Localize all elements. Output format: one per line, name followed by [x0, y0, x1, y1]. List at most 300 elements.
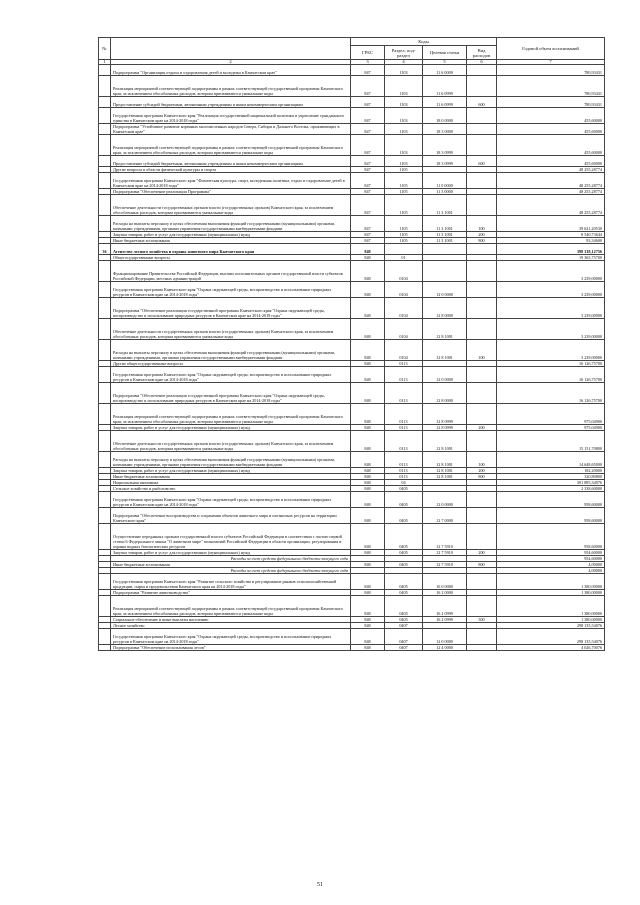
- row-sum: 3 239,00000: [497, 282, 605, 298]
- row-name: Подпрограмма "Обеспечение реализации Программы": [111, 189, 351, 195]
- row-vr: [467, 135, 497, 156]
- row-number: [99, 135, 111, 156]
- row-csr: 12 0 0000: [423, 282, 467, 298]
- row-number: [99, 173, 111, 189]
- row-sum: 975,04900: [497, 404, 605, 425]
- row-grbs: 847: [351, 216, 385, 232]
- row-sum: 19 365,75700: [497, 255, 605, 261]
- row-grbs: 847: [351, 108, 385, 124]
- row-sum: 4,00000: [497, 568, 605, 574]
- row-sum: 48 255,28774: [497, 167, 605, 173]
- header-index: 6: [467, 60, 497, 65]
- row-number: [99, 261, 111, 282]
- row-vr: 100: [467, 216, 497, 232]
- row-grbs: 848: [351, 480, 385, 486]
- row-grbs: 848: [351, 282, 385, 298]
- row-number: [99, 452, 111, 468]
- row-csr: 12 8 1001: [423, 340, 467, 361]
- row-name: Обеспечение деятельности государственных органов власти (государственных органов) Камчатского края, за исключением обособленных расходов, которым присваиваются уникальные коды: [111, 195, 351, 216]
- row-number: [99, 629, 111, 645]
- row-sum: 1 380,00000: [497, 617, 605, 623]
- header-name: [111, 38, 351, 60]
- row-grbs: 848: [351, 452, 385, 468]
- row-vr: [467, 431, 497, 452]
- row-number: [99, 216, 111, 232]
- row-razdel: 0405: [385, 590, 423, 596]
- row-name: Расходы на выплаты персоналу в целях обеспечения выполнения функций государственными (муниципальными) органами, казенными учреждениями, органами управления государственными внебюджетными фондами: [111, 452, 351, 468]
- row-vr: 200: [467, 425, 497, 431]
- row-sum: 455,60000: [497, 108, 605, 124]
- row-vr: 300: [467, 617, 497, 623]
- row-sum: 320,80800: [497, 474, 605, 480]
- row-number: [99, 492, 111, 508]
- row-name: Подпрограмма "Обеспечение реализации государственной программы Камчатского края "Охрана окружающей среды, воспроизводство и использование природных ресурсов в Камчатском крае на 2014-2018 годы": [111, 383, 351, 404]
- table-row: [99, 124, 605, 135]
- row-csr: 12 8 1001: [423, 474, 467, 480]
- row-vr: 200: [467, 550, 497, 556]
- row-razdel: 0407: [385, 623, 423, 629]
- row-grbs: 847: [351, 238, 385, 244]
- row-name: Подпрограмма "Обеспечение воспроизводства и сохранения объектов животного мира и охотничьих ресурсов на территории Камчатского края": [111, 508, 351, 524]
- row-grbs: 847: [351, 232, 385, 238]
- row-vr: [467, 524, 497, 550]
- row-csr: 11 3 1001: [423, 232, 467, 238]
- row-razdel: 0113: [385, 383, 423, 404]
- row-csr: 12 0 0000: [423, 367, 467, 383]
- row-vr: [467, 282, 497, 298]
- table-row: [99, 340, 605, 361]
- row-grbs: 847: [351, 97, 385, 108]
- row-number: [99, 340, 111, 361]
- row-sum: 14 648,65000: [497, 452, 605, 468]
- budget-table: [98, 37, 605, 651]
- row-number: [99, 574, 111, 590]
- row-razdel: 0405: [385, 562, 423, 568]
- row-sum: 3 239,00000: [497, 261, 605, 282]
- row-name: Подпрограмма "Организация отдыха и оздоровления детей и молодежи в Камчатском крае": [111, 65, 351, 76]
- row-razdel: [385, 244, 423, 255]
- row-csr: 18 0 0000: [423, 108, 467, 124]
- row-sum: 3 239,00000: [497, 319, 605, 340]
- row-sum: 780,93431: [497, 97, 605, 108]
- table-row: [99, 76, 605, 97]
- row-sum: 975,04900: [497, 425, 605, 431]
- row-vr: 800: [467, 238, 497, 244]
- row-sum: 3 239,00000: [497, 298, 605, 319]
- row-csr: 18 3 0999: [423, 135, 467, 156]
- row-razdel: 1105: [385, 216, 423, 232]
- row-razdel: 1105: [385, 167, 423, 173]
- row-razdel: 0113: [385, 361, 423, 367]
- row-sum: 398 318,12756: [497, 244, 605, 255]
- row-csr: 12 8 1001: [423, 468, 467, 474]
- row-name: Реализация мероприятий соответствующей подпрограммы в рамках соответствующей государственной программы Камчатского края, за исключением обособленных расходов, которым присваиваются уникальные коды: [111, 596, 351, 617]
- row-grbs: 847: [351, 189, 385, 195]
- row-number: [99, 65, 111, 76]
- row-number: [99, 76, 111, 97]
- row-vr: [467, 383, 497, 404]
- row-grbs: 848: [351, 590, 385, 596]
- header-index: 5: [423, 60, 467, 65]
- row-sum: 48 255,28774: [497, 189, 605, 195]
- row-number: [99, 124, 111, 135]
- row-grbs: 847: [351, 173, 385, 189]
- row-razdel: 0104: [385, 261, 423, 282]
- header-index: 1: [99, 60, 111, 65]
- row-csr: 12 7 5910: [423, 562, 467, 568]
- row-vr: [467, 261, 497, 282]
- row-sum: 455,60000: [497, 156, 605, 167]
- row-razdel: 1105: [385, 195, 423, 216]
- row-name: Общегосударственные вопросы: [111, 255, 351, 261]
- row-number: [99, 524, 111, 550]
- row-grbs: 848: [351, 404, 385, 425]
- row-sum: 958,60000: [497, 524, 605, 550]
- row-name: Расходы за счет средств федерального бюджета текущего года: [111, 556, 351, 562]
- row-name: Подпрограмма "Устойчивое развитие коренных малочисленных народов Севера, Сибири и Дальнего Востока, проживающих в Камчатском крае": [111, 124, 351, 135]
- row-razdel: 01: [385, 255, 423, 261]
- row-vr: 200: [467, 468, 497, 474]
- row-razdel: 0405: [385, 617, 423, 623]
- row-grbs: 848: [351, 550, 385, 556]
- row-sum: 182,20000: [497, 468, 605, 474]
- table-row: [99, 261, 605, 282]
- row-csr: 11 3 1001: [423, 238, 467, 244]
- row-grbs: 848: [351, 617, 385, 623]
- row-sum: 954,60000: [497, 556, 605, 562]
- row-vr: [467, 492, 497, 508]
- table-row: [99, 596, 605, 617]
- row-name: Расходы на выплаты персоналу в целях обеспечения выполнения функций государственными (муниципальными) органами, казенными учреждениями, органами управления государственными внебюджетными фондами: [111, 216, 351, 232]
- row-razdel: 1103: [385, 124, 423, 135]
- header-vr: Вид расходов: [467, 46, 497, 60]
- table-row: [99, 492, 605, 508]
- row-number: [99, 508, 111, 524]
- row-grbs: 848: [351, 319, 385, 340]
- row-sum: 3 239,00000: [497, 340, 605, 361]
- row-name: Государственная программа Камчатского края "Охрана окружающей среды, воспроизводство и использование природных ресурсов в Камчатском крае на 2014-2018 годы": [111, 492, 351, 508]
- row-sum: 780,93431: [497, 65, 605, 76]
- row-number: [99, 108, 111, 124]
- row-razdel: 0113: [385, 431, 423, 452]
- row-razdel: 0113: [385, 474, 423, 480]
- table-row: [99, 383, 605, 404]
- row-grbs: 848: [351, 367, 385, 383]
- table-row: [99, 367, 605, 383]
- budget-sheet: [98, 37, 604, 651]
- header-csr: Целевая статья: [423, 46, 467, 60]
- row-csr: 12 0 0000: [423, 629, 467, 645]
- table-row: [99, 282, 605, 298]
- header-num: №: [99, 38, 111, 60]
- row-name: Закупка товаров, работ и услуг для государственных (муниципальных) нужд: [111, 468, 351, 474]
- row-sum: 301 885,34076: [497, 480, 605, 486]
- row-name: Реализация мероприятий соответствующей подпрограммы в рамках соответствующей государственной программы Камчатского края, за исключением обособленных расходов, которым присваиваются уникальные коды: [111, 404, 351, 425]
- header-index: 7: [497, 60, 605, 65]
- row-number: 36: [99, 244, 111, 255]
- table-row: [99, 97, 605, 108]
- row-name: Закупка товаров, работ и услуг для государственных (муниципальных) нужд: [111, 550, 351, 556]
- table-row: [99, 404, 605, 425]
- row-csr: 12 8 1001: [423, 452, 467, 468]
- row-razdel: 0405: [385, 508, 423, 524]
- row-csr: 11 3 0000: [423, 189, 467, 195]
- row-name: Национальная экономика: [111, 480, 351, 486]
- row-razdel: 0104: [385, 319, 423, 340]
- row-vr: [467, 404, 497, 425]
- row-sum: 2 338,60000: [497, 486, 605, 492]
- row-sum: 958,60000: [497, 492, 605, 508]
- row-razdel: 1103: [385, 156, 423, 167]
- table-row: [99, 108, 605, 124]
- row-number: [99, 645, 111, 651]
- row-sum: 16 126,75700: [497, 367, 605, 383]
- row-name: Предоставление субсидий бюджетным, автономным учреждениям и иным некоммерческим организациям: [111, 97, 351, 108]
- table-row: [99, 645, 605, 651]
- table-row: [99, 195, 605, 216]
- header-index: 3: [351, 60, 385, 65]
- row-sum: 48 255,28774: [497, 195, 605, 216]
- table-row: [99, 173, 605, 189]
- row-grbs: 848: [351, 468, 385, 474]
- table-row: [99, 319, 605, 340]
- row-razdel: 1103: [385, 65, 423, 76]
- header-index: 2: [111, 60, 351, 65]
- row-razdel: 0113: [385, 452, 423, 468]
- row-name: Закупка товаров, работ и услуг для государственных (муниципальных) нужд: [111, 232, 351, 238]
- row-csr: [423, 261, 467, 282]
- row-vr: [467, 298, 497, 319]
- row-vr: [467, 596, 497, 617]
- row-name: Обеспечение деятельности государственных органов власти (государственных органов) Камчатского края, за исключением обособленных расходов, которым присваиваются уникальные коды: [111, 319, 351, 340]
- row-csr: 16 2 0999: [423, 596, 467, 617]
- row-name: Подпрограмма "Развитие животноводства": [111, 590, 351, 596]
- row-csr: [423, 244, 467, 255]
- row-grbs: 848: [351, 508, 385, 524]
- row-razdel: 0405: [385, 492, 423, 508]
- row-csr: 11 3 1001: [423, 195, 467, 216]
- row-grbs: 847: [351, 76, 385, 97]
- row-sum: 15 151,70800: [497, 431, 605, 452]
- header-grbs: ГРБС: [351, 46, 385, 60]
- row-sum: 16 126,75700: [497, 383, 605, 404]
- row-number: [99, 298, 111, 319]
- table-row: [99, 298, 605, 319]
- row-number: [99, 282, 111, 298]
- table-row: [99, 452, 605, 468]
- row-csr: 11 6 0999: [423, 76, 467, 97]
- row-vr: [467, 76, 497, 97]
- row-grbs: 847: [351, 156, 385, 167]
- row-name: Сельское хозяйство и рыболовство: [111, 486, 351, 492]
- row-name: Иные бюджетные ассигнования: [111, 562, 351, 568]
- row-csr: 12 8 0000: [423, 383, 467, 404]
- row-razdel: 0113: [385, 404, 423, 425]
- row-razdel: 0113: [385, 425, 423, 431]
- row-csr: 12 8 0999: [423, 425, 467, 431]
- row-vr: [467, 244, 497, 255]
- row-name: Подпрограмма "Обеспечение использования лесов": [111, 645, 351, 651]
- row-grbs: 848: [351, 623, 385, 629]
- row-sum: 4,00000: [497, 562, 605, 568]
- row-sum: 93,34600: [497, 238, 605, 244]
- row-name: Обеспечение деятельности государственных органов власти (государственных органов) Камчатского края, за исключением обособленных расходов, которым присваиваются уникальные коды: [111, 431, 351, 452]
- table-row: [99, 574, 605, 590]
- row-sum: 298 135,54076: [497, 623, 605, 629]
- row-vr: [467, 508, 497, 524]
- row-sum: 1 380,00000: [497, 590, 605, 596]
- row-razdel: 0405: [385, 574, 423, 590]
- header-codes-group: Коды: [351, 38, 497, 46]
- row-name: Другие общегосударственные вопросы: [111, 361, 351, 367]
- row-grbs: 848: [351, 574, 385, 590]
- row-grbs: 847: [351, 167, 385, 173]
- row-grbs: 848: [351, 486, 385, 492]
- row-grbs: 847: [351, 135, 385, 156]
- row-name: Осуществление переданных органам государственной власти субъектов Российской Федерации в соответствии с частью первой статьи 6 Федерального закона "О животном мире" полномочий Российской Федерации в области организации, регулирования и охраны водных биологических ресурсов: [111, 524, 351, 550]
- row-razdel: 1105: [385, 173, 423, 189]
- table-header: [99, 38, 605, 65]
- row-grbs: 848: [351, 383, 385, 404]
- page-number: 51: [317, 882, 323, 888]
- row-name: Расходы на выплаты персоналу в целях обеспечения выполнения функций государственными (муниципальными) органами, казенными учреждениями, органами управления государственными внебюджетными фондами: [111, 340, 351, 361]
- row-sum: 4 026,70076: [497, 645, 605, 651]
- row-csr: 16 2 0000: [423, 590, 467, 596]
- row-sum: 1 380,00000: [497, 574, 605, 590]
- row-razdel: 0104: [385, 282, 423, 298]
- row-vr: 200: [467, 232, 497, 238]
- table-row: [99, 524, 605, 550]
- row-number: [99, 404, 111, 425]
- row-grbs: 848: [351, 562, 385, 568]
- row-sum: 8 540,73644: [497, 232, 605, 238]
- row-razdel: 0407: [385, 645, 423, 651]
- row-vr: [467, 319, 497, 340]
- table-row: [99, 135, 605, 156]
- row-vr: [467, 195, 497, 216]
- row-grbs: 847: [351, 65, 385, 76]
- row-razdel: 0113: [385, 367, 423, 383]
- row-name: Государственная программа Камчатского края "Охрана окружающей среды, воспроизводство и использование природных ресурсов в Камчатском крае на 2014-2018 годы": [111, 282, 351, 298]
- row-grbs: 848: [351, 425, 385, 431]
- row-name: Государственная программа Камчатского края "Охрана окружающей среды, воспроизводство и использование природных ресурсов в Камчатском крае на 2014-2018 годы": [111, 367, 351, 383]
- row-name: Реализация мероприятий соответствующей подпрограммы в рамках соответствующей государственной программы Камчатского края, за исключением обособленных расходов, которым присваиваются уникальные коды: [111, 135, 351, 156]
- header-razdel: Раздел, под- раздел: [385, 46, 423, 60]
- row-razdel: 04: [385, 480, 423, 486]
- table-row: [99, 156, 605, 167]
- row-csr: 12 7 0000: [423, 508, 467, 524]
- row-vr: [467, 124, 497, 135]
- row-vr: [467, 367, 497, 383]
- header-total: Годовой объем ассигнований: [497, 38, 605, 60]
- row-razdel: 1103: [385, 97, 423, 108]
- row-grbs: 848: [351, 596, 385, 617]
- row-csr: 11 6 0000: [423, 65, 467, 76]
- row-razdel: 1103: [385, 76, 423, 97]
- table-row: [99, 65, 605, 76]
- header-index: 4: [385, 60, 423, 65]
- row-grbs: 848: [351, 261, 385, 282]
- row-number: [99, 383, 111, 404]
- row-csr: 12 8 1001: [423, 319, 467, 340]
- row-razdel: 0405: [385, 550, 423, 556]
- row-grbs: 848: [351, 255, 385, 261]
- row-grbs: 848: [351, 361, 385, 367]
- row-csr: 18 3 0999: [423, 156, 467, 167]
- row-csr: 12 0 0000: [423, 492, 467, 508]
- row-razdel: 0104: [385, 340, 423, 361]
- row-csr: 12 7 5910: [423, 524, 467, 550]
- row-name: Предоставление субсидий бюджетным, автономным учреждениям и иным некоммерческим организациям: [111, 156, 351, 167]
- row-grbs: 847: [351, 195, 385, 216]
- row-number: [99, 367, 111, 383]
- row-vr: [467, 173, 497, 189]
- row-vr: [467, 574, 497, 590]
- row-number: [99, 156, 111, 167]
- row-vr: 800: [467, 562, 497, 568]
- row-sum: 958,60000: [497, 508, 605, 524]
- row-csr: 11 0 0000: [423, 173, 467, 189]
- row-csr: 16 2 0999: [423, 617, 467, 623]
- row-razdel: 0405: [385, 524, 423, 550]
- row-name: Государственная программа Камчатского края "Реализация государственной национальной политики и укрепление гражданского единства в Камчатском крае на 2014-2018 годы": [111, 108, 351, 124]
- row-vr: 100: [467, 452, 497, 468]
- row-csr: 18 3 0000: [423, 124, 467, 135]
- row-vr: [467, 65, 497, 76]
- table-body: [99, 65, 605, 651]
- row-grbs: 848: [351, 645, 385, 651]
- row-sum: 455,60000: [497, 135, 605, 156]
- row-name: Другие вопросы в области физической культуры и спорта: [111, 167, 351, 173]
- row-number: [99, 195, 111, 216]
- row-number: [99, 596, 111, 617]
- row-name: Государственная программа Камчатского края "Охрана окружающей среды, воспроизводство и использование природных ресурсов в Камчатском крае на 2014-2018 годы": [111, 629, 351, 645]
- row-name: Иные бюджетные ассигнования: [111, 238, 351, 244]
- row-csr: 12 8 0999: [423, 404, 467, 425]
- row-grbs: 848: [351, 492, 385, 508]
- row-sum: 298 135,54076: [497, 629, 605, 645]
- row-name: Функционирование Правительства Российской Федерации, высших исполнительных органов государственной власти субъектов Российской Федерации, местных администраций: [111, 261, 351, 282]
- row-sum: 780,93431: [497, 76, 605, 97]
- row-razdel: 1103: [385, 135, 423, 156]
- row-razdel: 0113: [385, 468, 423, 474]
- row-grbs: 848: [351, 431, 385, 452]
- row-sum: 39 621,20530: [497, 216, 605, 232]
- row-name: Агентство лесного хозяйства и охраны животного мира Камчатского края: [111, 244, 351, 255]
- row-razdel: 1103: [385, 108, 423, 124]
- row-grbs: 848: [351, 474, 385, 480]
- row-number: [99, 431, 111, 452]
- row-vr: 100: [467, 340, 497, 361]
- row-vr: [467, 629, 497, 645]
- row-vr: 800: [467, 474, 497, 480]
- row-csr: 12 4 0000: [423, 645, 467, 651]
- table-row: [99, 244, 605, 255]
- row-name: Закупка товаров, работ и услуг для государственных (муниципальных) нужд: [111, 425, 351, 431]
- row-csr: 16 0 0000: [423, 574, 467, 590]
- row-sum: 455,60000: [497, 124, 605, 135]
- row-grbs: 848: [351, 244, 385, 255]
- row-vr: [467, 108, 497, 124]
- row-number: [99, 97, 111, 108]
- row-csr: 11 6 0999: [423, 97, 467, 108]
- row-sum: 48 255,28774: [497, 173, 605, 189]
- row-grbs: 848: [351, 629, 385, 645]
- row-vr: 600: [467, 156, 497, 167]
- row-razdel: 1105: [385, 189, 423, 195]
- row-grbs: 848: [351, 524, 385, 550]
- row-name: Государственная программа Камчатского края "Физическая культура, спорт, молодежная политика, отдых и оздоровление детей в Камчатском крае на 2014-2018 годы": [111, 173, 351, 189]
